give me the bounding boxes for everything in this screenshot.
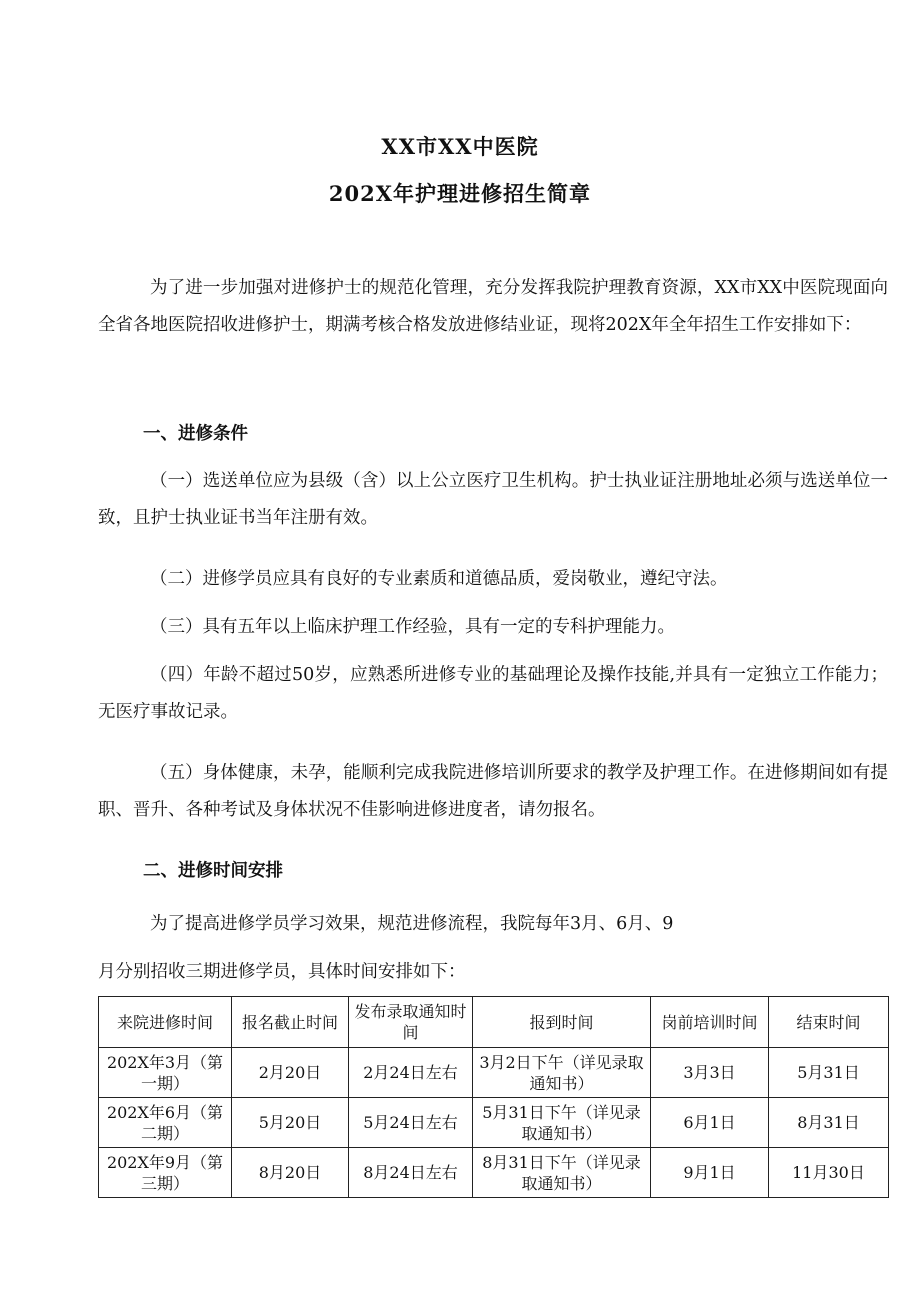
cell-end-time: 11月30日 <box>769 1148 889 1198</box>
cell-arrival-time: 202X年3月（第一期） <box>99 1048 232 1098</box>
table-row <box>99 1148 889 1198</box>
document-title-hospital: XX市XX中医院 <box>381 134 539 159</box>
condition-item-3: （三）具有五年以上临床护理工作经验，具有一定的专科护理能力。 <box>150 617 675 637</box>
condition-item-4: （四）年龄不超过50岁，应熟悉所进修专业的基础理论及操作技能,并具有一定独立工作能力；无医疗事故记录。 <box>98 665 888 722</box>
document-title-main: 202X年护理进修招生简章 <box>328 181 592 206</box>
table-header-row <box>99 997 889 1048</box>
table-row <box>99 1098 889 1148</box>
header-report-time: 报到时间 <box>473 997 651 1048</box>
cell-admission-notice-time: 5月24日左右 <box>349 1098 473 1148</box>
table-row <box>99 1048 889 1098</box>
cell-training-time: 9月1日 <box>651 1148 769 1198</box>
cell-report-time: 3月2日下午（详见录取通知书） <box>473 1048 651 1098</box>
header-pre-job-training-time: 岗前培训时间 <box>651 997 769 1048</box>
cell-registration-deadline: 8月20日 <box>232 1148 349 1198</box>
condition-item-2: （二）进修学员应具有良好的专业素质和道德品质，爱岗敬业，遵纪守法。 <box>150 569 728 589</box>
cell-registration-deadline: 5月20日 <box>232 1098 349 1148</box>
intro-paragraph: 为了进一步加强对进修护士的规范化管理，充分发挥我院护理教育资源，XX市XX中医院现面向全省各地医院招收进修护士，期满考核合格发放进修结业证，现将202X年全年招生工作安排如下： <box>98 278 888 335</box>
cell-registration-deadline: 2月20日 <box>232 1048 349 1098</box>
header-end-time: 结束时间 <box>769 997 889 1048</box>
cell-report-time: 5月31日下午（详见录取通知书） <box>473 1098 651 1148</box>
cell-admission-notice-time: 2月24日左右 <box>349 1048 473 1098</box>
cell-report-time: 8月31日下午（详见录取通知书） <box>473 1148 651 1198</box>
cell-end-time: 8月31日 <box>769 1098 889 1148</box>
cell-training-time: 6月1日 <box>651 1098 769 1148</box>
schedule-intro-line2: 月分别招收三期进修学员，具体时间安排如下： <box>98 962 466 982</box>
header-admission-notice-time: 发布录取通知时间 <box>349 997 473 1048</box>
cell-arrival-time: 202X年9月（第三期） <box>99 1148 232 1198</box>
cell-arrival-time: 202X年6月（第二期） <box>99 1098 232 1148</box>
schedule-intro-line1: 为了提高进修学员学习效果，规范进修流程，我院每年3月、6月、9 <box>150 914 674 934</box>
header-registration-deadline: 报名截止时间 <box>232 997 349 1048</box>
condition-item-1: （一）选送单位应为县级（含）以上公立医疗卫生机构。护士执业证注册地址必须与选送单位一致，且护士执业证书当年注册有效。 <box>98 471 888 528</box>
schedule-table <box>98 996 889 1198</box>
section-heading-schedule: 二、进修时间安排 <box>143 861 283 881</box>
header-arrival-time: 来院进修时间 <box>99 997 232 1048</box>
cell-end-time: 5月31日 <box>769 1048 889 1098</box>
cell-admission-notice-time: 8月24日左右 <box>349 1148 473 1198</box>
cell-training-time: 3月3日 <box>651 1048 769 1098</box>
section-heading-conditions: 一、进修条件 <box>143 424 248 444</box>
condition-item-5: （五）身体健康，未孕，能顺利完成我院进修培训所要求的教学及护理工作。在进修期间如有提职、晋升、各种考试及身体状况不佳影响进修进度者，请勿报名。 <box>98 763 888 820</box>
